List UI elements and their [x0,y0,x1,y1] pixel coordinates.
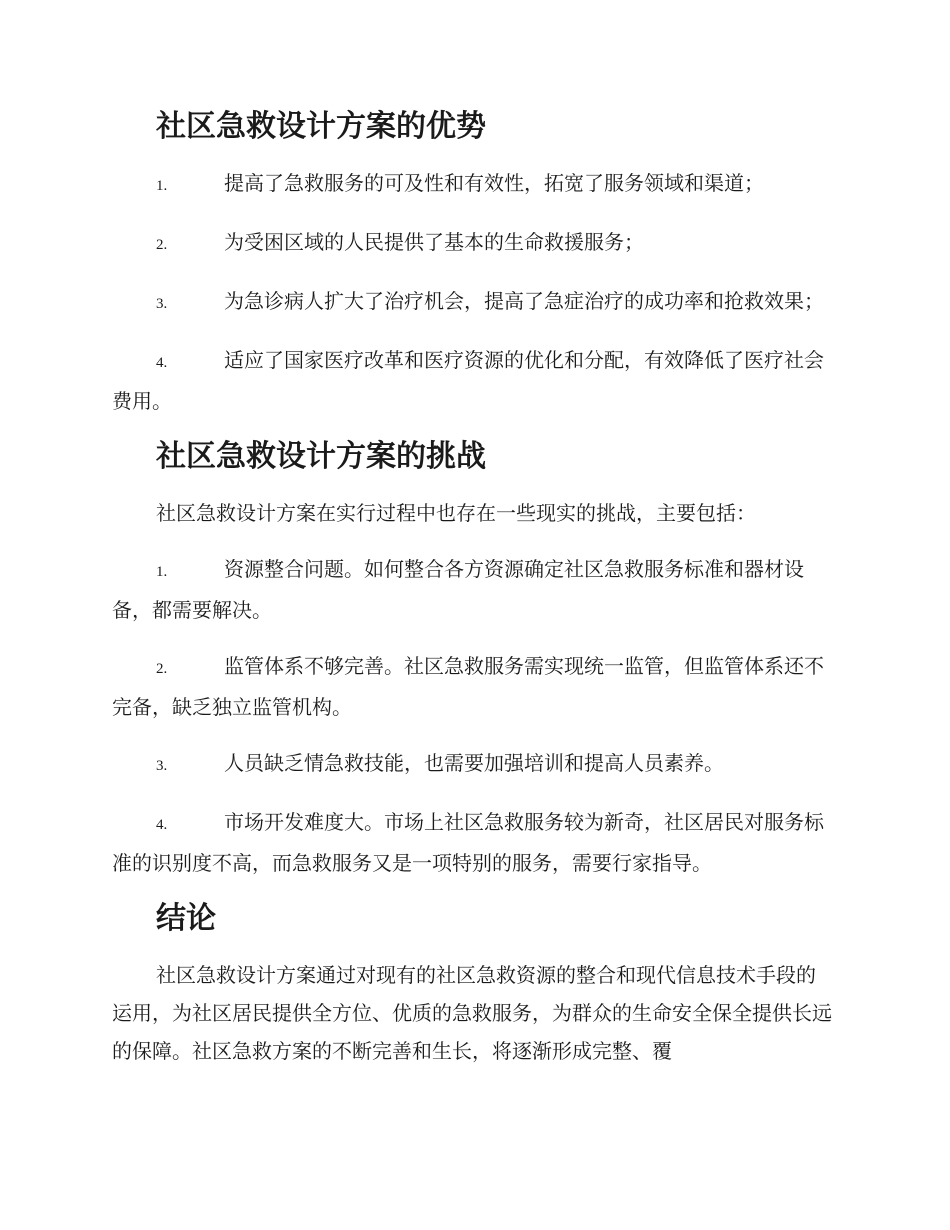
list-item [112,164,832,205]
item-number: 2. [156,661,168,677]
list-item [112,803,832,882]
item-number: 3. [156,758,168,774]
section-heading-advantages: 社区急救设计方案的优势 [156,109,486,144]
section-intro: 社区急救设计方案在实行过程中也存在一些现实的挑战，主要包括： [156,501,756,525]
item-number: 4. [156,355,168,371]
item-text: 为受困区域的人民提供了基本的生命救援服务； [224,230,644,254]
item-number: 2. [156,237,168,253]
item-text: 资源整合问题。如何整合各方资源确定社区急救服务标准和器材设备，都需要解决。 [112,557,804,622]
item-number: 1. [156,564,168,580]
section-heading-challenges: 社区急救设计方案的挑战 [156,439,486,474]
item-text: 提高了急救服务的可及性和有效性，拓宽了服务领域和渠道； [224,171,764,195]
list-item [112,282,832,323]
list-item [112,744,832,785]
item-text: 人员缺乏情急救技能，也需要加强培训和提高人员素养。 [224,751,724,775]
list-item [112,647,832,726]
section-heading-conclusion: 结论 [156,901,216,936]
conclusion-paragraph: 社区急救设计方案通过对现有的社区急救资源的整合和现代信息技术手段的运用，为社区居民提供全方位、优质的急救服务，为群众的生命安全保全提供长远的保障。社区急救方案的不断完善和生长，将逐渐形成完整、覆 [112,963,832,1063]
item-number: 3. [156,296,168,312]
list-item [112,550,832,629]
list-item [112,341,832,420]
item-text: 适应了国家医疗改革和医疗资源的优化和分配，有效降低了医疗社会费用。 [112,348,824,413]
item-text: 为急诊病人扩大了治疗机会，提高了急症治疗的成功率和抢救效果； [224,289,824,313]
item-text: 市场开发难度大。市场上社区急救服务较为新奇，社区居民对服务标准的识别度不高，而急救服务又是一项特别的服务，需要行家指导。 [112,810,824,875]
item-text: 监管体系不够完善。社区急救服务需实现统一监管，但监管体系还不完备，缺乏独立监管机构。 [112,654,824,719]
item-number: 4. [156,817,168,833]
item-number: 1. [156,178,168,194]
list-item [112,223,832,264]
